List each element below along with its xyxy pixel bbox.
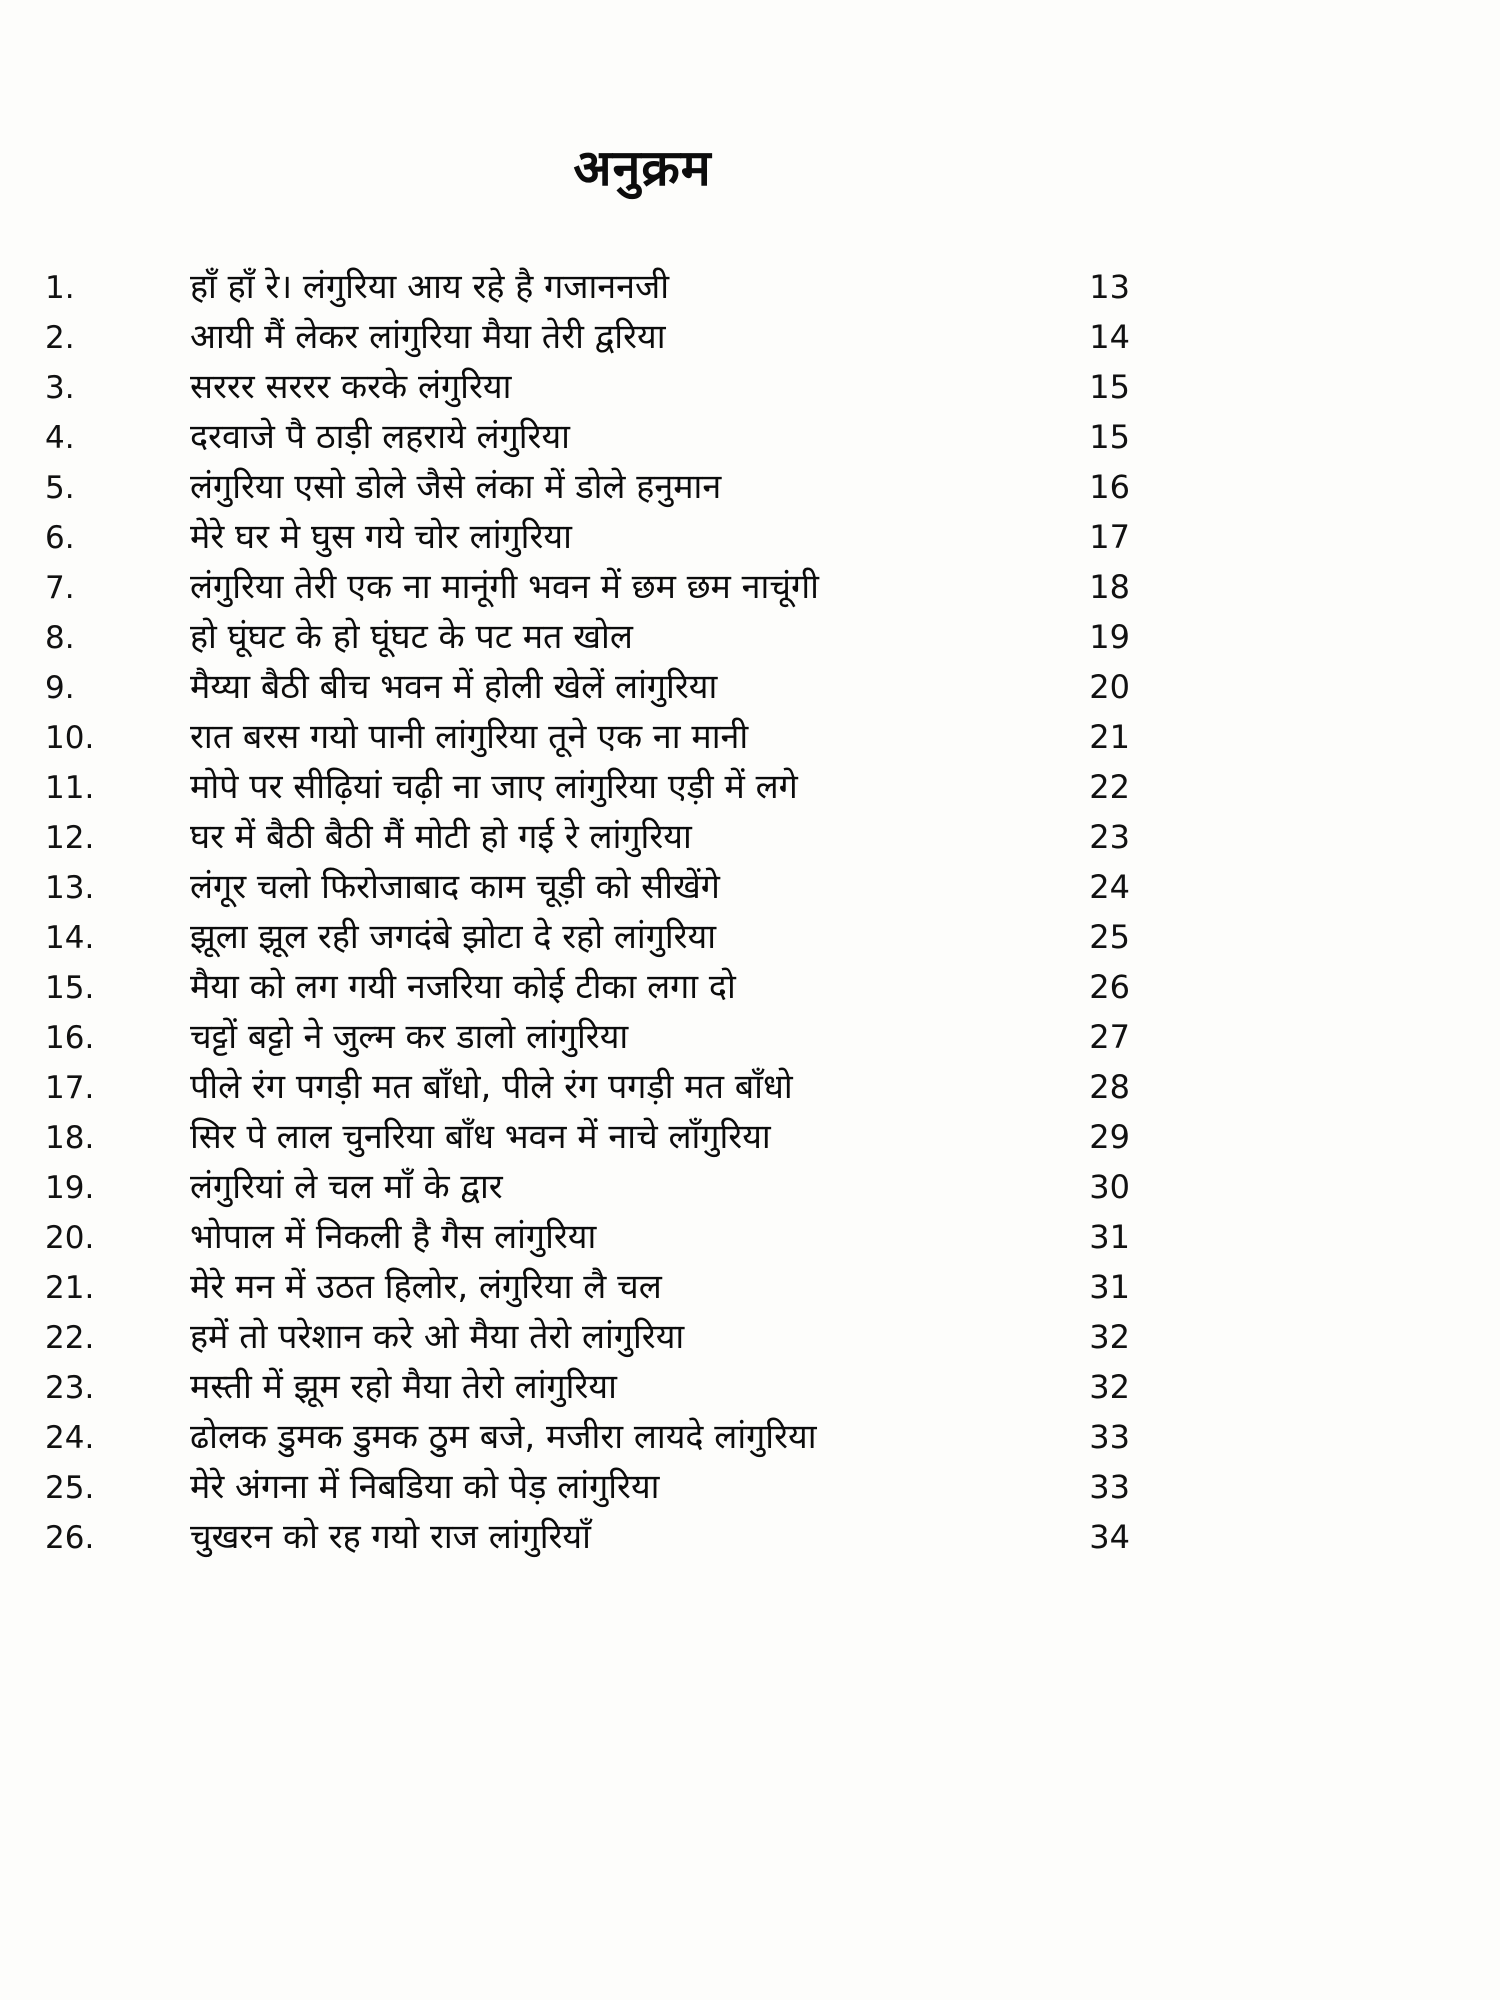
toc-entry-page: 29 (1089, 1118, 1130, 1156)
page-title: अनुक्रम (573, 138, 712, 197)
toc-entry-page: 17 (1089, 518, 1130, 556)
toc-entry-number: 2. (45, 320, 75, 356)
toc-entry-number: 14. (45, 920, 95, 956)
toc-entry-page: 23 (1089, 818, 1130, 856)
toc-entry-number: 12. (45, 820, 95, 856)
toc-entry-number: 6. (45, 520, 75, 556)
toc-entry (45, 1162, 1130, 1212)
toc-entry-page: 21 (1089, 718, 1130, 756)
toc-entry-title: मेरे घर मे घुस गये चोर लांगुरिया (190, 517, 572, 557)
toc-entry-number: 26. (45, 1520, 95, 1556)
toc-entry-page: 33 (1089, 1418, 1130, 1456)
toc-entry-title: पीले रंग पगड़ी मत बाँधो, पीले रंग पगड़ी मत बाँधो (190, 1067, 793, 1107)
toc-entry-number: 9. (45, 670, 75, 706)
toc-entry-page: 20 (1089, 668, 1130, 706)
toc-entry-number: 23. (45, 1370, 95, 1406)
toc-entry (45, 712, 1130, 762)
toc-entry (45, 1412, 1130, 1462)
toc-entry-page: 28 (1089, 1068, 1130, 1106)
toc-entry-page: 31 (1089, 1268, 1130, 1306)
toc-entry-number: 19. (45, 1170, 95, 1206)
toc-entry-page: 31 (1089, 1218, 1130, 1256)
toc-entry-title: सररर सररर करके लंगुरिया (190, 367, 512, 407)
toc-entry-title: ढोलक डुमक डुमक ठुम बजे, मजीरा लायदे लांगुरिया (190, 1417, 817, 1457)
toc-entry (45, 412, 1130, 462)
toc-entry (45, 512, 1130, 562)
toc-entry-title: दरवाजे पै ठाड़ी लहराये लंगुरिया (190, 417, 570, 457)
toc-entry-number: 5. (45, 470, 75, 506)
toc-entry (45, 312, 1130, 362)
toc-entry-title: घर में बैठी बैठी मैं मोटी हो गई रे लांगुरिया (190, 817, 692, 857)
toc-list (45, 262, 1130, 1562)
toc-entry-title: चुखरन को रह गयो राज लांगुरियाँ (190, 1517, 591, 1557)
toc-entry-number: 11. (45, 770, 95, 806)
toc-entry-page: 34 (1089, 1518, 1130, 1556)
toc-entry-number: 10. (45, 720, 95, 756)
toc-entry-title: लंगूर चलो फिरोजाबाद काम चूड़ी को सीखेंगे (190, 867, 720, 907)
toc-entry-title: हमें तो परेशान करे ओ मैया तेरो लांगुरिया (190, 1317, 685, 1357)
toc-entry-page: 32 (1089, 1368, 1130, 1406)
toc-entry-title: लंगुरिया तेरी एक ना मानूंगी भवन में छम छम नाचूंगी (190, 567, 819, 607)
toc-entry (45, 562, 1130, 612)
toc-entry-page: 15 (1089, 418, 1130, 456)
toc-entry-page: 24 (1089, 868, 1130, 906)
toc-entry-number: 1. (45, 270, 75, 306)
toc-entry-title: झूला झूल रही जगदंबे झोटा दे रहो लांगुरिया (190, 917, 717, 957)
toc-entry-number: 22. (45, 1320, 95, 1356)
toc-entry-page: 14 (1089, 318, 1130, 356)
toc-entry-title: मोपे पर सीढ़ियां चढ़ी ना जाए लांगुरिया एड़ी में लगे (190, 767, 798, 807)
toc-entry-number: 20. (45, 1220, 95, 1256)
toc-entry-number: 3. (45, 370, 75, 406)
toc-entry-title: लंगुरियां ले चल माँ के द्वार (190, 1167, 503, 1207)
toc-entry-number: 13. (45, 870, 95, 906)
toc-entry (45, 1362, 1130, 1412)
toc-entry (45, 812, 1130, 862)
toc-entry (45, 262, 1130, 312)
toc-entry (45, 1462, 1130, 1512)
toc-entry (45, 1012, 1130, 1062)
toc-entry-page: 32 (1089, 1318, 1130, 1356)
toc-entry (45, 362, 1130, 412)
toc-entry (45, 662, 1130, 712)
toc-entry-number: 8. (45, 620, 75, 656)
toc-entry-page: 26 (1089, 968, 1130, 1006)
toc-entry (45, 1112, 1130, 1162)
toc-entry-title: मैय्या बैठी बीच भवन में होली खेलें लांगुरिया (190, 667, 718, 707)
toc-entry-page: 25 (1089, 918, 1130, 956)
toc-entry-number: 16. (45, 1020, 95, 1056)
toc-entry-title: मैया को लग गयी नजरिया कोई टीका लगा दो (190, 967, 736, 1007)
toc-entry (45, 1262, 1130, 1312)
toc-entry-page: 18 (1089, 568, 1130, 606)
toc-entry (45, 1312, 1130, 1362)
toc-entry-number: 15. (45, 970, 95, 1006)
toc-entry-title: आयी मैं लेकर लांगुरिया मैया तेरी द्वरिया (190, 317, 666, 357)
toc-entry-title: रात बरस गयो पानी लांगुरिया तूने एक ना मानी (190, 717, 749, 757)
toc-entry (45, 762, 1130, 812)
toc-entry (45, 862, 1130, 912)
toc-entry-title: हाँ हाँ रे। लंगुरिया आय रहे है गजाननजी (190, 267, 670, 307)
toc-entry-page: 33 (1089, 1468, 1130, 1506)
toc-entry-page: 13 (1089, 268, 1130, 306)
toc-entry-number: 4. (45, 420, 75, 456)
toc-entry-number: 25. (45, 1470, 95, 1506)
toc-entry-title: लंगुरिया एसो डोले जैसे लंका में डोले हनुमान (190, 467, 722, 507)
toc-entry (45, 912, 1130, 962)
toc-entry-title: मेरे अंगना में निबडिया को पेड़ लांगुरिया (190, 1467, 660, 1507)
toc-entry-title: मस्ती में झूम रहो मैया तेरो लांगुरिया (190, 1367, 617, 1407)
toc-entry-title: सिर पे लाल चुनरिया बाँध भवन में नाचे लाँगुरिया (190, 1117, 771, 1157)
toc-entry (45, 612, 1130, 662)
toc-entry (45, 462, 1130, 512)
toc-entry-page: 16 (1089, 468, 1130, 506)
toc-entry-number: 24. (45, 1420, 95, 1456)
toc-entry (45, 962, 1130, 1012)
toc-entry-number: 18. (45, 1120, 95, 1156)
toc-entry-title: चट्टों बट्टो ने जुल्म कर डालो लांगुरिया (190, 1017, 629, 1057)
toc-entry-number: 7. (45, 570, 75, 606)
toc-entry-number: 21. (45, 1270, 95, 1306)
toc-entry (45, 1062, 1130, 1112)
toc-entry-page: 30 (1089, 1168, 1130, 1206)
toc-entry-page: 27 (1089, 1018, 1130, 1056)
toc-entry-page: 19 (1089, 618, 1130, 656)
toc-entry-page: 22 (1089, 768, 1130, 806)
toc-entry-page: 15 (1089, 368, 1130, 406)
toc-entry (45, 1212, 1130, 1262)
toc-entry-title: भोपाल में निकली है गैस लांगुरिया (190, 1217, 597, 1257)
toc-entry-number: 17. (45, 1070, 95, 1106)
toc-entry-title: हो घूंघट के हो घूंघट के पट मत खोल (190, 617, 633, 657)
toc-entry (45, 1512, 1130, 1562)
toc-entry-title: मेरे मन में उठत हिलोर, लंगुरिया लै चल (190, 1267, 662, 1307)
